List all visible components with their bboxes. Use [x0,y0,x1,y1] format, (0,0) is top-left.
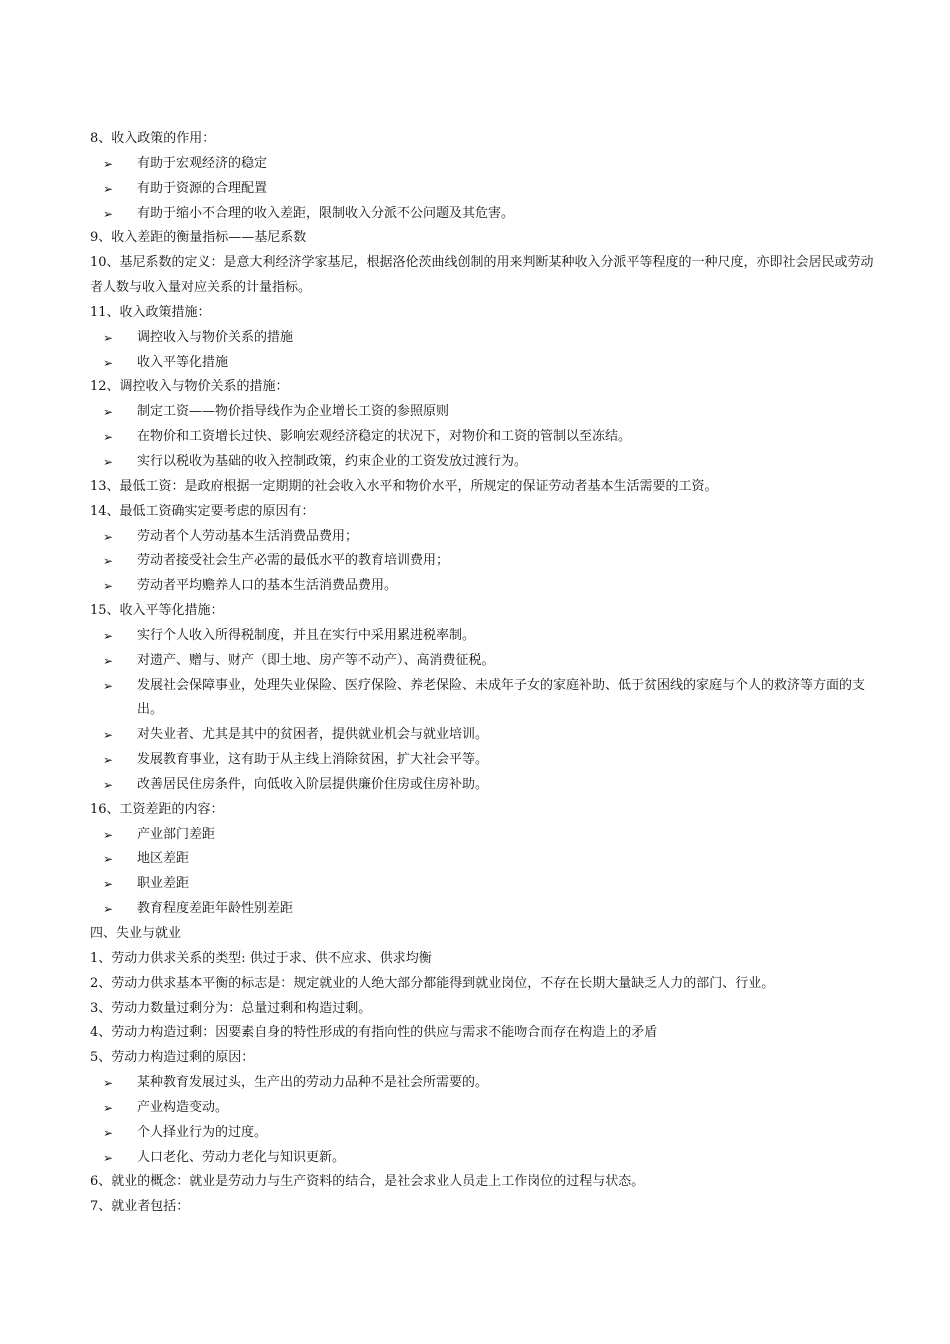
bullet-item [90,450,880,475]
text-line: 5、劳动力构造过剩的原因： [90,1050,255,1066]
bullet-item [90,400,880,425]
bullet-arrow-icon: ➢ [103,1076,114,1091]
bullet-text: 对失业者、尤其是其中的贫困者，提供就业机会与就业培训。 [137,727,489,743]
bullet-arrow-icon: ➢ [103,777,114,792]
bullet-item [90,549,880,574]
bullet-item [90,897,880,922]
bullet-arrow-icon: ➢ [103,1125,114,1140]
text-line: 12、调控收入与物价关系的措施： [90,379,289,395]
bullet-arrow-icon: ➢ [103,653,114,668]
bullet-arrow-icon: ➢ [103,454,114,469]
bullet-item [90,351,880,376]
bullet-text: 劳动者接受社会生产必需的最低水平的教育培训费用； [137,553,450,569]
bullet-item [90,723,880,748]
bullet-arrow-icon: ➢ [103,181,114,196]
bullet-text: 调控收入与物价关系的措施 [137,329,294,345]
bullet-item [90,823,880,848]
document-body [90,127,880,1220]
bullet-item [90,574,880,599]
text-line: 4、劳动力构造过剩：因要素自身的特性形成的有指向性的供应与需求不能吻合而存在构造上的矛盾 [90,1025,658,1041]
bullet-item [90,1096,880,1121]
bullet-text: 有助于宏观经济的稳定 [137,155,268,171]
bullet-arrow-icon: ➢ [103,554,114,569]
text-line: 四、失业与就业 [90,926,182,941]
bullet-arrow-icon: ➢ [103,728,114,743]
bullet-arrow-icon: ➢ [103,405,114,420]
text-line: 6、就业的概念：就业是劳动力与生产资料的结合，是社会求业人员走上工作岗位的过程与状态。 [90,1174,645,1190]
bullet-item [90,872,880,897]
bullet-item [90,624,880,649]
bullet-item [90,1071,880,1096]
bullet-item [90,748,880,773]
bullet-arrow-icon: ➢ [103,852,114,867]
bullet-item [90,425,880,450]
bullet-item [90,847,880,872]
bullet-text: 有助于资源的合理配置 [137,180,268,196]
bullet-arrow-icon: ➢ [103,1150,114,1165]
text-line: 14、最低工资确实定要考虑的原因有： [90,503,315,519]
text-line: 9、收入差距的衡量指标——基尼系数 [90,230,307,246]
bullet-text: 改善居民住房条件，向低收入阶层提供廉价住房或住房补助。 [137,776,489,792]
text-line: 11、收入政策措施： [90,304,211,320]
bullet-arrow-icon: ➢ [103,753,114,768]
bullet-item [90,177,880,202]
bullet-text: 教育程度差距年龄性别差距 [137,901,294,917]
bullet-arrow-icon: ➢ [103,827,114,842]
bullet-text: 劳动者平均赡养人口的基本生活消费品费用。 [137,578,398,594]
bullet-arrow-icon: ➢ [103,1100,114,1115]
bullet-arrow-icon: ➢ [103,529,114,544]
bullet-text: 有助于缩小不合理的收入差距，限制收入分派不公问题及其危害。 [137,205,515,221]
text-line: 3、劳动力数量过剩分为：总量过剩和构造过剩。 [90,1000,372,1016]
bullet-arrow-icon: ➢ [103,877,114,892]
bullet-text: 实行个人收入所得税制度，并且在实行中采用累进税率制。 [137,627,476,643]
bullet-text: 职业差距 [137,876,190,892]
text-line: 8、收入政策的作用： [90,131,216,146]
bullet-text: 产业构造变动。 [137,1099,229,1115]
bullet-arrow-icon: ➢ [103,206,114,221]
bullet-item [90,202,880,227]
text-line: 15、收入平等化措施： [90,603,224,619]
bullet-arrow-icon: ➢ [103,628,114,643]
bullet-text: 人口老化、劳动力老化与知识更新。 [137,1149,346,1165]
text-line: 13、最低工资：是政府根据一定期期的社会收入水平和物价水平，所规定的保证劳动者基本生活需要的工资。 [90,478,718,494]
bullet-text: 发展教育事业，这有助于从主线上消除贫困，扩大社会平等。 [137,752,489,768]
bullet-item [90,649,880,674]
bullet-item [90,525,880,550]
bullet-item [90,152,880,177]
bullet-arrow-icon: ➢ [103,355,114,370]
bullet-text: 实行以税收为基础的收入控制政策，约束企业的工资发放过渡行为。 [137,453,528,469]
bullet-item [90,674,880,724]
bullet-arrow-icon: ➢ [103,156,114,171]
bullet-item [90,773,880,798]
bullet-text: 对遗产、赠与、财产（即土地、房产等不动产）、高消费征税。 [137,652,495,668]
bullet-arrow-icon: ➢ [103,902,114,917]
bullet-text: 个人择业行为的过度。 [137,1124,268,1140]
bullet-text: 发展社会保障事业，处理失业保险、医疗保险、养老保险、未成年子女的家庭补助、低于贫困线的家庭与个人的救济等方面的支出。 [137,677,866,718]
bullet-text: 在物价和工资增长过快、影响宏观经济稳定的状况下，对物价和工资的管制以至冻结。 [137,429,632,445]
bullet-arrow-icon: ➢ [103,678,114,693]
paragraph: 10、基尼系数的定义：是意大利经济学家基尼，根据洛伦茨曲线创制的用来判断某种收入分派平等程度的一种尺度，亦即社会居民或劳动者人数与收入量对应关系的计量指标。 [90,255,874,296]
bullet-text: 收入平等化措施 [137,354,229,370]
bullet-text: 制定工资——物价指导线作为企业增长工资的参照原则 [137,404,450,420]
text-line: 16、工资差距的内容： [90,801,224,817]
bullet-text: 地区差距 [137,851,190,867]
text-line: 7、就业者包括： [90,1199,190,1215]
text-line: 1、劳动力供求关系的类型: 供过于求、供不应求、供求均衡 [90,950,432,966]
bullet-arrow-icon: ➢ [103,330,114,345]
bullet-item [90,1146,880,1171]
bullet-arrow-icon: ➢ [103,579,114,594]
bullet-text: 产业部门差距 [137,826,216,842]
bullet-text: 某种教育发展过头，生产出的劳动力品种不是社会所需要的。 [137,1075,489,1091]
bullet-item [90,326,880,351]
bullet-item [90,1121,880,1146]
bullet-text: 劳动者个人劳动基本生活消费品费用； [137,528,359,544]
text-line: 2、劳动力供求基本平衡的标志是：规定就业的人绝大部分都能得到就业岗位，不存在长期大量缺乏人力的部门、行业。 [90,975,775,991]
bullet-arrow-icon: ➢ [103,430,114,445]
